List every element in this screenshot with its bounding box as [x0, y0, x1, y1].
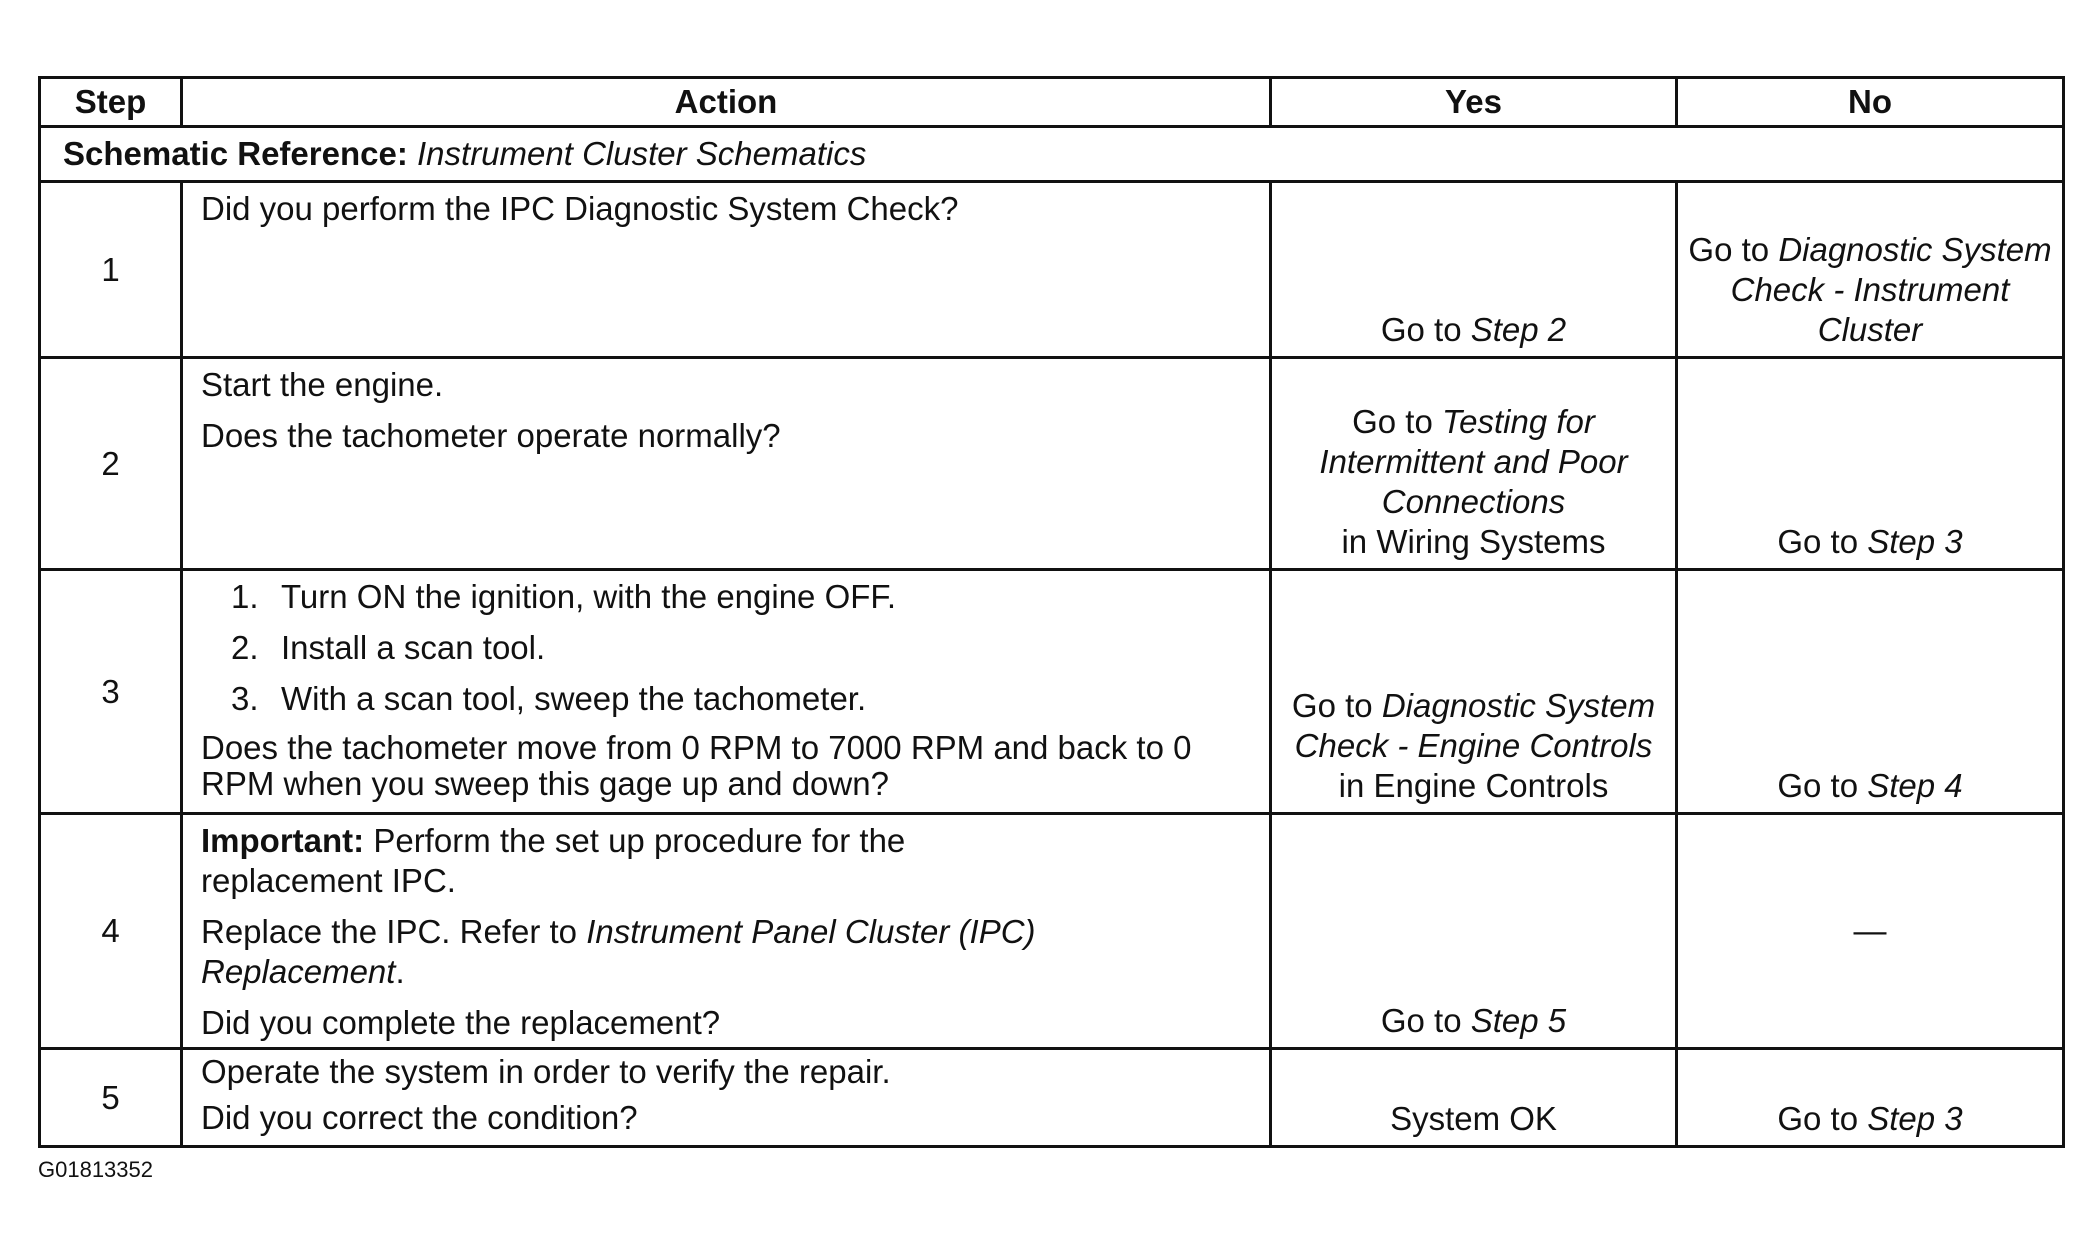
yes-link[interactable]: Testing for Intermittent and Poor Connections — [1319, 403, 1628, 520]
replace-text: Replace the IPC. Refer to — [201, 913, 587, 950]
action-instruction: Operate the system in order to verify the repair. — [201, 1053, 891, 1090]
action-cell — [182, 182, 1271, 358]
no-dash: — — [1853, 912, 1887, 949]
yes-text: Go to — [1380, 1002, 1471, 1039]
yes-cell — [1271, 1049, 1677, 1147]
action-cell — [182, 570, 1271, 814]
schematic-row — [40, 127, 2064, 182]
step-number: 3 — [40, 570, 182, 814]
list-text: Install a scan tool. — [281, 629, 546, 666]
figure-id: G01813352 — [38, 1157, 153, 1182]
diagnostic-table — [38, 76, 2065, 1148]
yes-cell — [1271, 570, 1677, 814]
no-cell — [1677, 358, 2064, 570]
table-row — [40, 182, 2064, 358]
action-question: Did you correct the condition? — [201, 1099, 638, 1136]
yes-link[interactable]: Step 5 — [1470, 1002, 1567, 1039]
no-cell — [1677, 570, 2064, 814]
yes-cell — [1271, 814, 1677, 1049]
no-link[interactable]: Step 3 — [1867, 523, 1963, 560]
schematic-link[interactable]: Instrument Cluster Schematics — [417, 135, 867, 172]
step-number: 2 — [40, 358, 182, 570]
important-note — [201, 821, 1021, 901]
header-yes: Yes — [1271, 78, 1677, 127]
no-link[interactable]: Step 4 — [1867, 767, 1963, 804]
action-cell — [182, 1049, 1271, 1147]
important-label: Important: — [201, 822, 365, 859]
header-step: Step — [40, 78, 182, 127]
yes-link[interactable]: Step 2 — [1470, 311, 1567, 348]
replace-instruction — [201, 912, 1141, 992]
action-question: Did you perform the IPC Diagnostic System Check? — [201, 190, 959, 227]
no-text: Go to — [1688, 231, 1779, 268]
list-number: 3. — [231, 680, 259, 717]
step-number: 5 — [40, 1049, 182, 1147]
action-cell — [182, 358, 1271, 570]
action-question: Did you complete the replacement? — [201, 1004, 721, 1041]
list-item — [201, 577, 1251, 617]
yes-cell — [1271, 182, 1677, 358]
yes-cell — [1271, 358, 1677, 570]
important-text: Perform the set up procedure for the replacement IPC. — [201, 822, 906, 899]
table-row — [40, 570, 2064, 814]
yes-text: Go to — [1352, 403, 1442, 440]
header-action: Action — [182, 78, 1271, 127]
no-cell — [1677, 1049, 2064, 1147]
yes-link[interactable]: Diagnostic System Check - Engine Controls — [1294, 687, 1656, 764]
step-number: 1 — [40, 182, 182, 358]
yes-text: Go to — [1291, 687, 1382, 724]
no-text: Go to — [1777, 1100, 1868, 1137]
table-row — [40, 1049, 2064, 1147]
action-steps-list — [201, 577, 1251, 719]
no-text: Go to — [1777, 523, 1868, 560]
no-link[interactable]: Diagnostic System Check - Instrument Cluster — [1730, 231, 2052, 348]
yes-text: Go to — [1380, 311, 1471, 348]
action-cell — [182, 814, 1271, 1049]
table-row — [40, 814, 2064, 1049]
action-instruction: Start the engine. — [201, 366, 444, 403]
schematic-label: Schematic Reference: — [63, 135, 408, 172]
list-item — [201, 679, 1251, 719]
list-item — [201, 628, 1251, 668]
yes-text: System OK — [1390, 1100, 1557, 1137]
header-row — [40, 78, 2064, 127]
yes-tail: in Wiring Systems — [1341, 523, 1606, 560]
list-text: Turn ON the ignition, with the engine OFF. — [281, 578, 897, 615]
step-number: 4 — [40, 814, 182, 1049]
table-row — [40, 358, 2064, 570]
no-link[interactable]: Step 3 — [1867, 1100, 1963, 1137]
no-cell — [1677, 182, 2064, 358]
no-text: Go to — [1777, 767, 1868, 804]
no-cell — [1677, 814, 2064, 1049]
header-no: No — [1677, 78, 2064, 127]
list-text: With a scan tool, sweep the tachometer. — [281, 680, 867, 717]
replace-link[interactable]: Instrument Panel Cluster (IPC) Replacement — [201, 913, 1036, 990]
schematic-reference — [40, 127, 2064, 182]
action-question: Does the tachometer operate normally? — [201, 417, 781, 454]
action-question: Does the tachometer move from 0 RPM to 7000 RPM and back to 0 RPM when you sweep this gage up and down? — [201, 729, 1192, 802]
list-number: 1. — [231, 578, 259, 615]
yes-tail: in Engine Controls — [1338, 767, 1609, 804]
list-number: 2. — [231, 629, 259, 666]
replace-end: . — [395, 953, 405, 990]
